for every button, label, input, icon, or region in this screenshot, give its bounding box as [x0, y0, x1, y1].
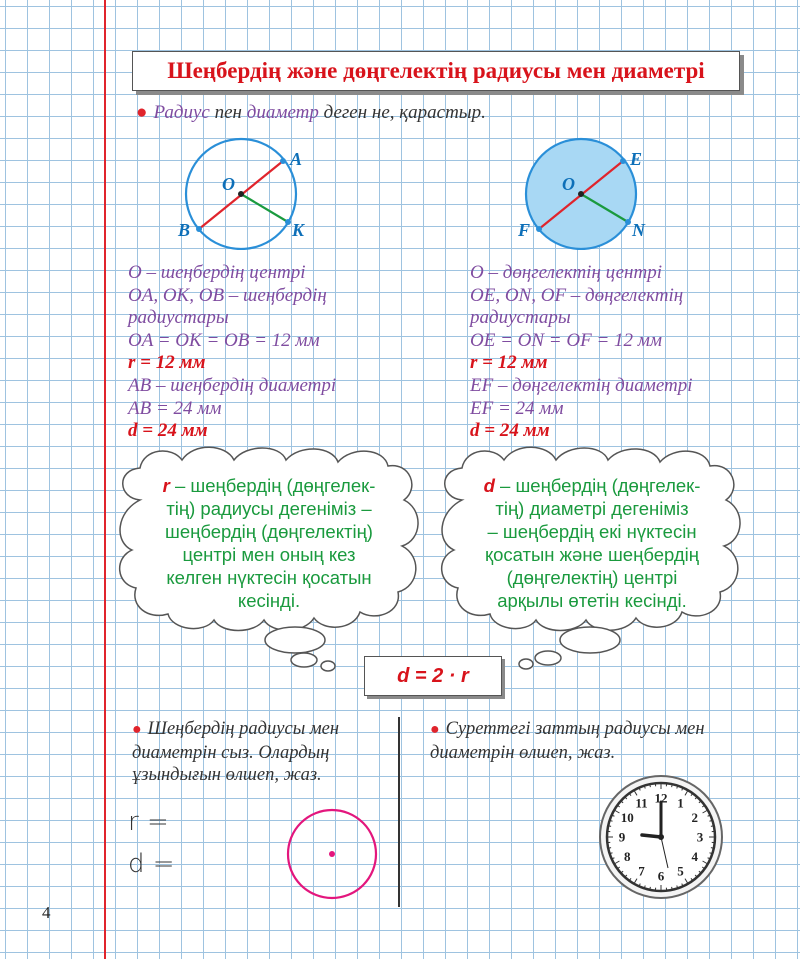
- definition-line: қосатын және шеңбердің: [485, 544, 699, 565]
- label-n: N: [632, 220, 645, 240]
- text-line: EF – дөңгелектің диаметрі: [470, 374, 693, 396]
- text-line: O – шеңбердің центрі: [128, 262, 306, 283]
- clock-number: 8: [623, 849, 631, 864]
- definition-line: – шеңбердің екі нүктесін: [487, 521, 697, 542]
- text-line: радиустары: [128, 307, 229, 329]
- clock-number: 12: [654, 790, 668, 806]
- definition-line: кесінді.: [237, 590, 301, 611]
- task-line: ұзындығын өлшеп, жаз.: [132, 765, 322, 785]
- clock-icon: [596, 772, 726, 902]
- radius-symbol: r: [162, 475, 170, 496]
- page-number: 4: [42, 903, 51, 922]
- clock-number: 1: [677, 795, 684, 811]
- text-line: AB = 24 мм: [128, 397, 222, 419]
- text-line: OA = OK = OB = 12 мм: [128, 329, 320, 351]
- task-measure-object: [430, 718, 705, 764]
- diameter-definition: [448, 474, 736, 612]
- text-line: r = 12 мм: [128, 352, 206, 374]
- bullet-icon: ●: [430, 721, 440, 738]
- label-o: O: [222, 174, 235, 194]
- intro-word-radius: Радиус: [153, 102, 210, 123]
- label-e: E: [630, 149, 643, 169]
- circle-figure: [170, 135, 320, 250]
- clock-tick: [672, 887, 673, 890]
- task-line: диаметрін сыз. Олардың: [132, 742, 330, 763]
- text-line: OE, ON, OF – дөңгелектің: [470, 284, 684, 306]
- clock-tick: [608, 848, 611, 849]
- diameter-answer-label: d =: [128, 849, 175, 879]
- page-title: Шеңбердің және дөңгелектің радиусы мен диаметрі: [132, 51, 740, 91]
- label-a: A: [290, 149, 303, 169]
- text-line: r = 12 мм: [470, 352, 548, 374]
- definition-line: шеңбердің (дөңгелектің): [165, 521, 373, 542]
- radius-definition: [128, 474, 410, 612]
- clock-tick: [650, 784, 651, 787]
- definition-line: центрі мен оның кез: [182, 544, 356, 565]
- clock-number: 10: [620, 810, 634, 825]
- bullet-icon: ●: [136, 102, 148, 123]
- clock-tick: [650, 887, 651, 890]
- label-b: B: [178, 220, 191, 240]
- definition-line: тің) диаметрі дегеніміз: [495, 498, 689, 519]
- practice-circle: [284, 806, 380, 902]
- label-f: F: [518, 220, 531, 240]
- task-draw-circle: [132, 718, 339, 787]
- task-line: диаметрін өлшеп, жаз.: [430, 742, 616, 763]
- intro-tail: деген не, қарастыр.: [318, 102, 486, 123]
- definition-line: – шеңбердің (дөңгелек-: [169, 475, 376, 496]
- clock-number: 2: [691, 810, 699, 825]
- disk-explanation: [470, 262, 693, 443]
- text-line: O – дөңгелектің центрі: [470, 262, 662, 283]
- diameter-symbol: d: [483, 475, 495, 496]
- label-o: O: [562, 174, 575, 194]
- task-line: ● Шеңбердің радиусы мен: [132, 719, 340, 739]
- definition-line: – шеңбердің (дөңгелек-: [494, 475, 701, 496]
- bullet-icon: ●: [132, 721, 142, 738]
- definition-line: арқылы өтетін кесінді.: [497, 590, 687, 611]
- task-line: ● Суреттегі заттың радиусы мен: [430, 719, 705, 739]
- text-line: OA, OK, OB – шеңбердің: [128, 284, 327, 306]
- clock-number: 11: [635, 795, 648, 811]
- clock-number: 3: [696, 829, 704, 845]
- clock-number: 4: [691, 849, 699, 864]
- text-line: d = 24 мм: [470, 420, 550, 442]
- margin-line: [104, 0, 106, 959]
- text-line: EF = 24 мм: [470, 397, 564, 419]
- formula-box: d = 2 · r: [364, 656, 502, 696]
- clock-tick: [608, 826, 611, 827]
- disk-figure: [510, 135, 660, 250]
- clock-tick: [711, 826, 714, 827]
- definition-line: (дөңгелектің) центрі: [506, 567, 678, 588]
- definition-line: келген нүктесін қосатын: [166, 567, 372, 588]
- intro-mid: пен: [209, 102, 247, 123]
- clock-number: 6: [657, 868, 665, 884]
- circle-explanation: [128, 262, 336, 443]
- text-line: радиустары: [470, 307, 571, 329]
- clock-number: 9: [618, 829, 626, 845]
- column-divider: [398, 717, 400, 907]
- radius-answer-label: r =: [128, 807, 169, 837]
- intro-word-diameter: диаметр: [246, 102, 319, 123]
- clock-tick: [711, 848, 714, 849]
- clock-number: 5: [677, 863, 684, 879]
- intro-line: [136, 102, 486, 124]
- text-line: d = 24 мм: [128, 420, 208, 442]
- definition-line: тің) радиусы дегеніміз –: [166, 498, 372, 519]
- clock-tick: [672, 784, 673, 787]
- clock-number: 7: [638, 863, 645, 879]
- text-line: OE = ON = OF = 12 мм: [470, 329, 663, 351]
- text-line: AB – шеңбердің диаметрі: [128, 374, 337, 396]
- label-k: K: [292, 220, 305, 240]
